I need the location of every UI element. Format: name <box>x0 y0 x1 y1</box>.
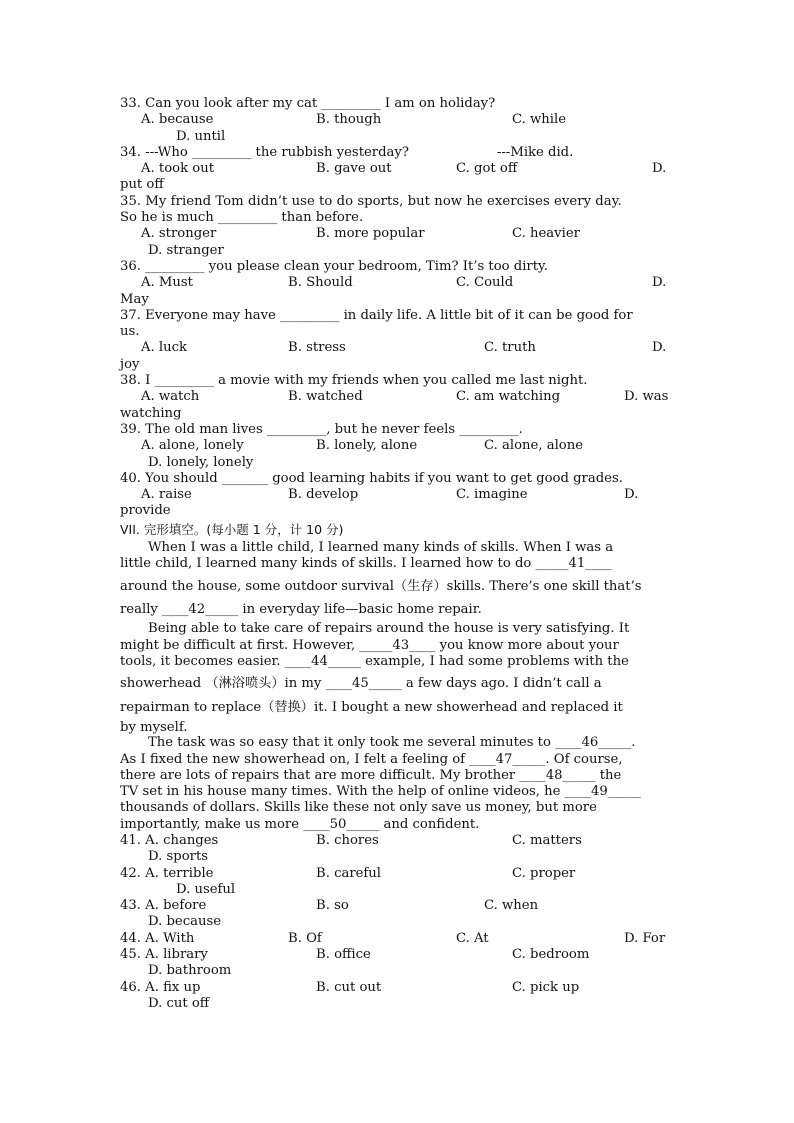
passage-p3-l6: importantly, make us more ____50_____ and confident. <box>120 816 480 832</box>
option-d: D. lonely, lonely <box>148 454 254 470</box>
passage-p2-l4: showerhead （淋浴喷头）in my ____45_____ a few days ago. I didn’t call a <box>120 676 602 692</box>
option-a: 44. A. With <box>120 930 195 946</box>
option-d: D. <box>624 487 639 503</box>
option-a: 46. A. fix up <box>120 979 201 995</box>
option-a: A. luck <box>141 340 187 356</box>
option-c: C. bedroom <box>512 947 590 963</box>
option-c: C. Could <box>456 275 514 291</box>
question-37-stem-cont: us. <box>120 324 140 340</box>
option-c: C. At <box>456 930 489 946</box>
option-b: B. Of <box>288 930 322 946</box>
option-c: C. alone, alone <box>484 438 584 454</box>
option-b: B. Should <box>288 275 353 291</box>
passage-p3-l1: The task was so easy that it only took me several minutes to ____46_____. <box>148 735 636 751</box>
option-b: B. chores <box>316 832 379 848</box>
option-a: A. alone, lonely <box>141 438 244 454</box>
option-c: C. proper <box>512 865 576 881</box>
option-b: B. stress <box>288 340 346 356</box>
option-d: D. useful <box>176 881 236 897</box>
question-38-stem: 38. I _________ a movie with my friends when you called me last night. <box>120 373 588 389</box>
option-a: 42. A. terrible <box>120 865 214 881</box>
question-36-stem: 36. _________ you please clean your bedroom, Tim? It’s too dirty. <box>120 258 548 274</box>
passage-p2-l3: tools, it becomes easier. ____44_____ example, I had some problems with the <box>120 653 629 669</box>
option-b: B. gave out <box>316 161 392 177</box>
option-a: A. watch <box>141 389 200 405</box>
cloze-41-options <box>120 833 674 849</box>
option-a: A. stronger <box>141 226 217 242</box>
option-c: C. while <box>512 112 567 128</box>
question-38-options <box>120 389 674 405</box>
question-33-stem: 33. Can you look after my cat _________ I am on holiday? <box>120 96 496 111</box>
option-b: B. careful <box>316 865 382 881</box>
cloze-43-options <box>120 898 674 914</box>
question-35-options <box>120 226 674 242</box>
question-36-options <box>120 275 674 291</box>
option-a: 41. A. changes <box>120 832 219 848</box>
option-a: A. because <box>141 112 214 128</box>
passage-p3-l4: TV set in his house many times. With the help of online videos, he ____49_____ <box>120 784 641 800</box>
question-39-options <box>120 438 674 454</box>
passage-p2-l6: by myself. <box>120 720 188 736</box>
option-b: B. cut out <box>316 979 382 995</box>
passage-p2-l5: repairman to replace（替换）it. I bought a new showerhead and replaced it <box>120 700 623 716</box>
option-a: 45. A. library <box>120 947 208 963</box>
question-40-stem: 40. You should _______ good learning habits if you want to get good grades. <box>120 470 623 486</box>
cloze-44-options <box>120 931 674 947</box>
exam-page <box>120 96 674 1012</box>
option-d: D. <box>652 275 667 291</box>
passage-p2-l1: Being able to take care of repairs around the house is very satisfying. It <box>148 621 630 637</box>
option-b: B. so <box>316 898 349 914</box>
option-a: 43. A. before <box>120 898 207 914</box>
option-a: A. raise <box>141 487 192 503</box>
option-d: D. because <box>148 914 222 930</box>
option-d: D. cut off <box>148 995 210 1011</box>
option-d-text: put off <box>120 177 164 193</box>
option-d: D. was <box>624 389 669 405</box>
passage-p1-l2: little child, I learned many kinds of skills. I learned how to do _____41____ <box>120 556 612 572</box>
question-33-options <box>120 112 674 128</box>
option-c: C. imagine <box>456 487 528 503</box>
cloze-45-options <box>120 947 674 963</box>
option-a: A. took out <box>141 161 215 177</box>
passage-p1-l3: around the house, some outdoor survival（生存）skills. There’s one skill that’s <box>120 579 642 595</box>
cloze-46-options <box>120 980 674 996</box>
option-d: D. until <box>176 128 226 144</box>
option-c: C. pick up <box>512 979 580 995</box>
option-b: B. more popular <box>316 226 425 242</box>
option-d: D. stranger <box>148 242 224 258</box>
passage-p1-l1: When I was a little child, I learned many kinds of skills. When I was a <box>148 539 614 555</box>
option-d: D. <box>652 340 667 356</box>
question-40-options <box>120 487 674 503</box>
section-title-text: VII. 完形填空。(每小题 1 分，计 10 分) <box>120 521 344 537</box>
option-b: B. watched <box>288 389 363 405</box>
passage-p3-l2: As I fixed the new showerhead on, I felt a feeling of ____47_____. Of course, <box>120 751 623 767</box>
option-c: C. am watching <box>456 389 561 405</box>
passage-p1-l4: really ____42_____ in everyday life—basic home repair. <box>120 602 482 618</box>
option-b: B. though <box>316 112 382 128</box>
option-d-text: provide <box>120 503 171 519</box>
question-34-options <box>120 161 674 177</box>
option-c: C. matters <box>512 832 582 848</box>
cloze-42-options <box>120 866 674 882</box>
option-d: D. bathroom <box>148 963 232 979</box>
option-b: B. lonely, alone <box>316 438 418 454</box>
question-37-options <box>120 340 674 356</box>
option-d: D. sports <box>148 849 209 865</box>
option-d: D. For <box>624 930 666 946</box>
option-b: B. office <box>316 947 371 963</box>
passage-p3-l3: there are lots of repairs that are more difficult. My brother ____48_____ the <box>120 767 622 783</box>
option-d-text: watching <box>120 405 182 421</box>
option-a: A. Must <box>141 275 193 291</box>
option-b: B. develop <box>288 487 359 503</box>
question-39-stem: 39. The old man lives _________, but he never feels _________. <box>120 421 523 437</box>
passage-p2-l2: might be difficult at first. However, _____43____ you know more about your <box>120 637 619 653</box>
question-34-stem: 34. ---Who _________ the rubbish yesterday? ---Mike did. <box>120 144 574 160</box>
option-d: D. <box>652 161 667 177</box>
option-c: C. got off <box>456 161 518 177</box>
option-d-text: May <box>120 291 149 307</box>
option-c: C. heavier <box>512 226 580 242</box>
question-35-stem: 35. My friend Tom didn’t use to do sports, but now he exercises every day. <box>120 193 622 209</box>
question-35-stem-cont: So he is much _________ than before. <box>120 210 364 226</box>
passage-p3-l5: thousands of dollars. Skills like these not only save us money, but more <box>120 800 597 816</box>
option-c: C. truth <box>484 340 536 356</box>
option-c: C. when <box>484 898 539 914</box>
option-d-text: joy <box>120 356 140 372</box>
question-37-stem: 37. Everyone may have _________ in daily life. A little bit of it can be good for <box>120 307 633 323</box>
section-title <box>120 522 674 540</box>
